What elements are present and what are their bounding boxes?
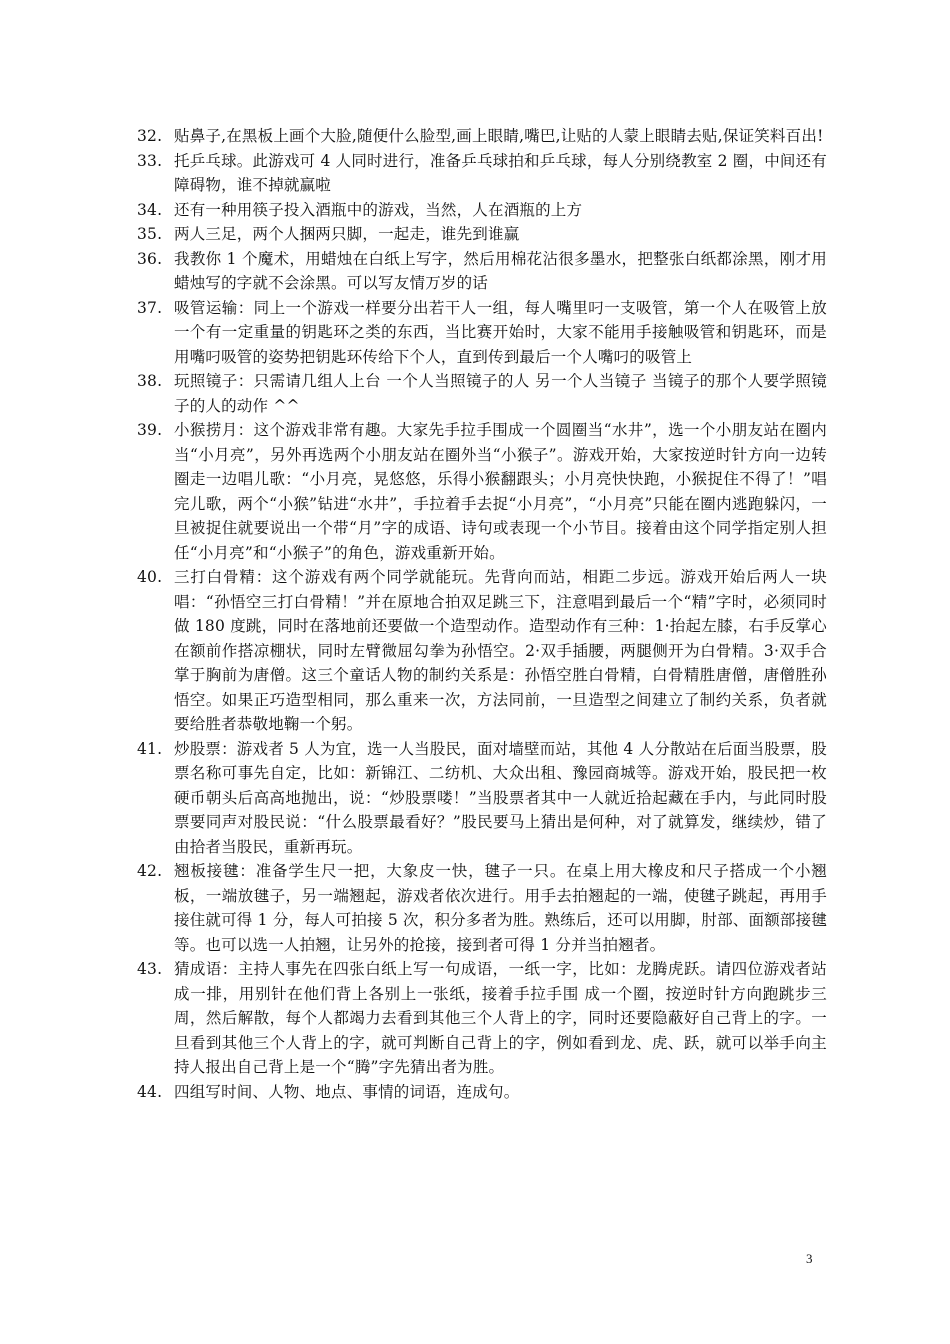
list-item xyxy=(137,418,827,565)
item-text: 玩照镜子：只需请几组人上台 一个人当照镜子的人 另一个人当镜子 当镜子的那个人要学照镜子的人的动作 ^^ xyxy=(174,372,827,415)
item-number: 41. xyxy=(137,739,163,758)
list-item xyxy=(137,1080,827,1105)
item-text: 炒股票：游戏者 5 人为宜，选一人当股民，面对墙壁而站，其他 4 人分散站在后面当股票，股票名称可事先自定，比如：新锦江、二纺机、大众出租、豫园商城等。游戏开始，股民把一枚硬币朝头后高高地抛出，说：“炒股票喽！”当股票者其中一人就近拾起藏在手内，与此同时股票要同声对股民说：“什么股票最看好？”股民要马上猜出是何种，对了就算发，继续炒，错了由拾者当股民，重新再玩。 xyxy=(174,739,827,856)
item-number: 39. xyxy=(137,421,163,439)
item-text: 猜成语：主持人事先在四张白纸上写一句成语，一纸一字，比如：龙腾虎跃。请四位游戏者站成一排，用别针在他们背上各别上一张纸，接着手拉手围 成一个圈，按逆时针方向跑跳步三周，然后解散，每个人都竭力去看到其他三个人背上的字，同时还要隐蔽好自己背上的字。一旦看到其他三个人背上的字，就可判断自己背上的字，例如看到龙、虎、跃，就可以举手向主持人报出自己背上是一个“腾”字先猜出者为胜。 xyxy=(174,960,827,1076)
page-number: 3 xyxy=(806,1251,813,1266)
list-item xyxy=(137,565,827,737)
game-list xyxy=(137,124,827,1104)
list-item xyxy=(137,369,827,418)
item-text: 翘板接毽：准备学生尺一把，大象皮一快，毽子一只。在桌上用大橡皮和尺子搭成一个小翘板，一端放毽子，另一端翘起，游戏者依次进行。用手去拍翘起的一端，使毽子跳起，再用手接住就可得 1 分，每人可拍接 5 次，积分多者为胜。熟练后，还可以用脚，肘部、面额部接毽等。也可以选一人拍翘，让另外的抢接，接到者可得 1 分并当拍翘者。 xyxy=(174,862,827,954)
item-text: 还有一种用筷子投入酒瓶中的游戏，当然，人在酒瓶的上方 xyxy=(174,200,583,219)
item-number: 44. xyxy=(137,1082,163,1101)
item-number: 32. xyxy=(137,127,163,145)
item-number: 42. xyxy=(137,862,163,880)
list-item xyxy=(137,198,827,223)
item-text: 我教你 1 个魔术，用蜡烛在白纸上写字，然后用棉花沾很多墨水，把整张白纸都涂黑，刚才用蜡烛写的字就不会涂黑。可以写友情万岁的话 xyxy=(174,249,827,292)
item-text: 小猴捞月：这个游戏非常有趣。大家先手拉手围成一个圆圈当“水井”，选一个小朋友站在圈内当“小月亮”，另外再选两个小朋友站在圈外当“小猴子”。游戏开始，大家按逆时针方向一边转圈走一边唱儿歌：“小月亮，晃悠悠，乐得小猴翻跟头；小月亮快快跑，小猴捉住不得了！”唱完儿歌，两个“小猴”钻进“水井”，手拉着手去捉“小月亮”，“小月亮”只能在圈内逃跑躲闪，一旦被捉住就要说出一个带“月”字的成语、诗句或表现一个小节目。接着由这个同学指定别人担任“小月亮”和“小猴子”的角色，游戏重新开始。 xyxy=(174,421,827,562)
item-number: 33. xyxy=(137,151,163,170)
item-number: 40. xyxy=(137,568,163,586)
item-text: 两人三足，两个人捆两只脚，一起走，谁先到谁赢 xyxy=(174,225,520,243)
item-text: 吸管运输：同上一个游戏一样要分出若干人一组，每人嘴里叼一支吸管，第一个人在吸管上放一个有一定重量的钥匙环之类的东西，当比赛开始时，大家不能用手接触吸管和钥匙环，而是用嘴叼吸管的姿势把钥匙环传给下个人，直到传到最后一个人嘴叼的吸管上 xyxy=(174,298,827,366)
item-text: 托乒乓球。此游戏可 4 人同时进行，准备乒乓球拍和乒乓球，每人分别绕教室 2 圈，中间还有障碍物，谁不掉就赢啦 xyxy=(174,151,827,194)
item-text: 三打白骨精：这个游戏有两个同学就能玩。先背向而站，相距二步远。游戏开始后两人一块唱：“孙悟空三打白骨精！”并在原地合拍双足跳三下，注意唱到最后一个“精”字时，必须同时做 180 度跳，同时在落地前还要做一个造型动作。造型动作有三种：1·抬起左膝，右手反掌心在额前作搭凉棚状，同时左臂微屈勾拳为孙悟空。2·双手插腰，两腿侧开为白骨精。3·双手合掌于胸前为唐僧。这三个童话人物的制约关系是：孙悟空胜白骨精，白骨精胜唐僧，唐僧胜孙悟空。如果正巧造型相同，那么重来一次，方法同前，一旦造型之间建立了制约关系，负者就要给胜者恭敬地鞠一个躬。 xyxy=(174,568,827,733)
list-item xyxy=(137,222,827,247)
list-item xyxy=(137,957,827,1080)
item-number: 37. xyxy=(137,298,163,317)
list-item xyxy=(137,149,827,198)
list-item xyxy=(137,859,827,957)
item-text: 贴鼻子,在黑板上画个大脸,随便什么脸型,画上眼睛,嘴巴,让贴的人蒙上眼睛去贴,保证笑料百出! xyxy=(174,127,824,145)
list-item xyxy=(137,247,827,296)
item-number: 35. xyxy=(137,225,163,243)
item-number: 34. xyxy=(137,200,163,219)
item-number: 43. xyxy=(137,960,163,978)
item-number: 36. xyxy=(137,249,163,268)
list-item xyxy=(137,737,827,860)
item-text: 四组写时间、人物、地点、事情的词语，连成句。 xyxy=(174,1082,520,1101)
list-item xyxy=(137,296,827,370)
list-item xyxy=(137,124,827,149)
item-number: 38. xyxy=(137,372,163,390)
